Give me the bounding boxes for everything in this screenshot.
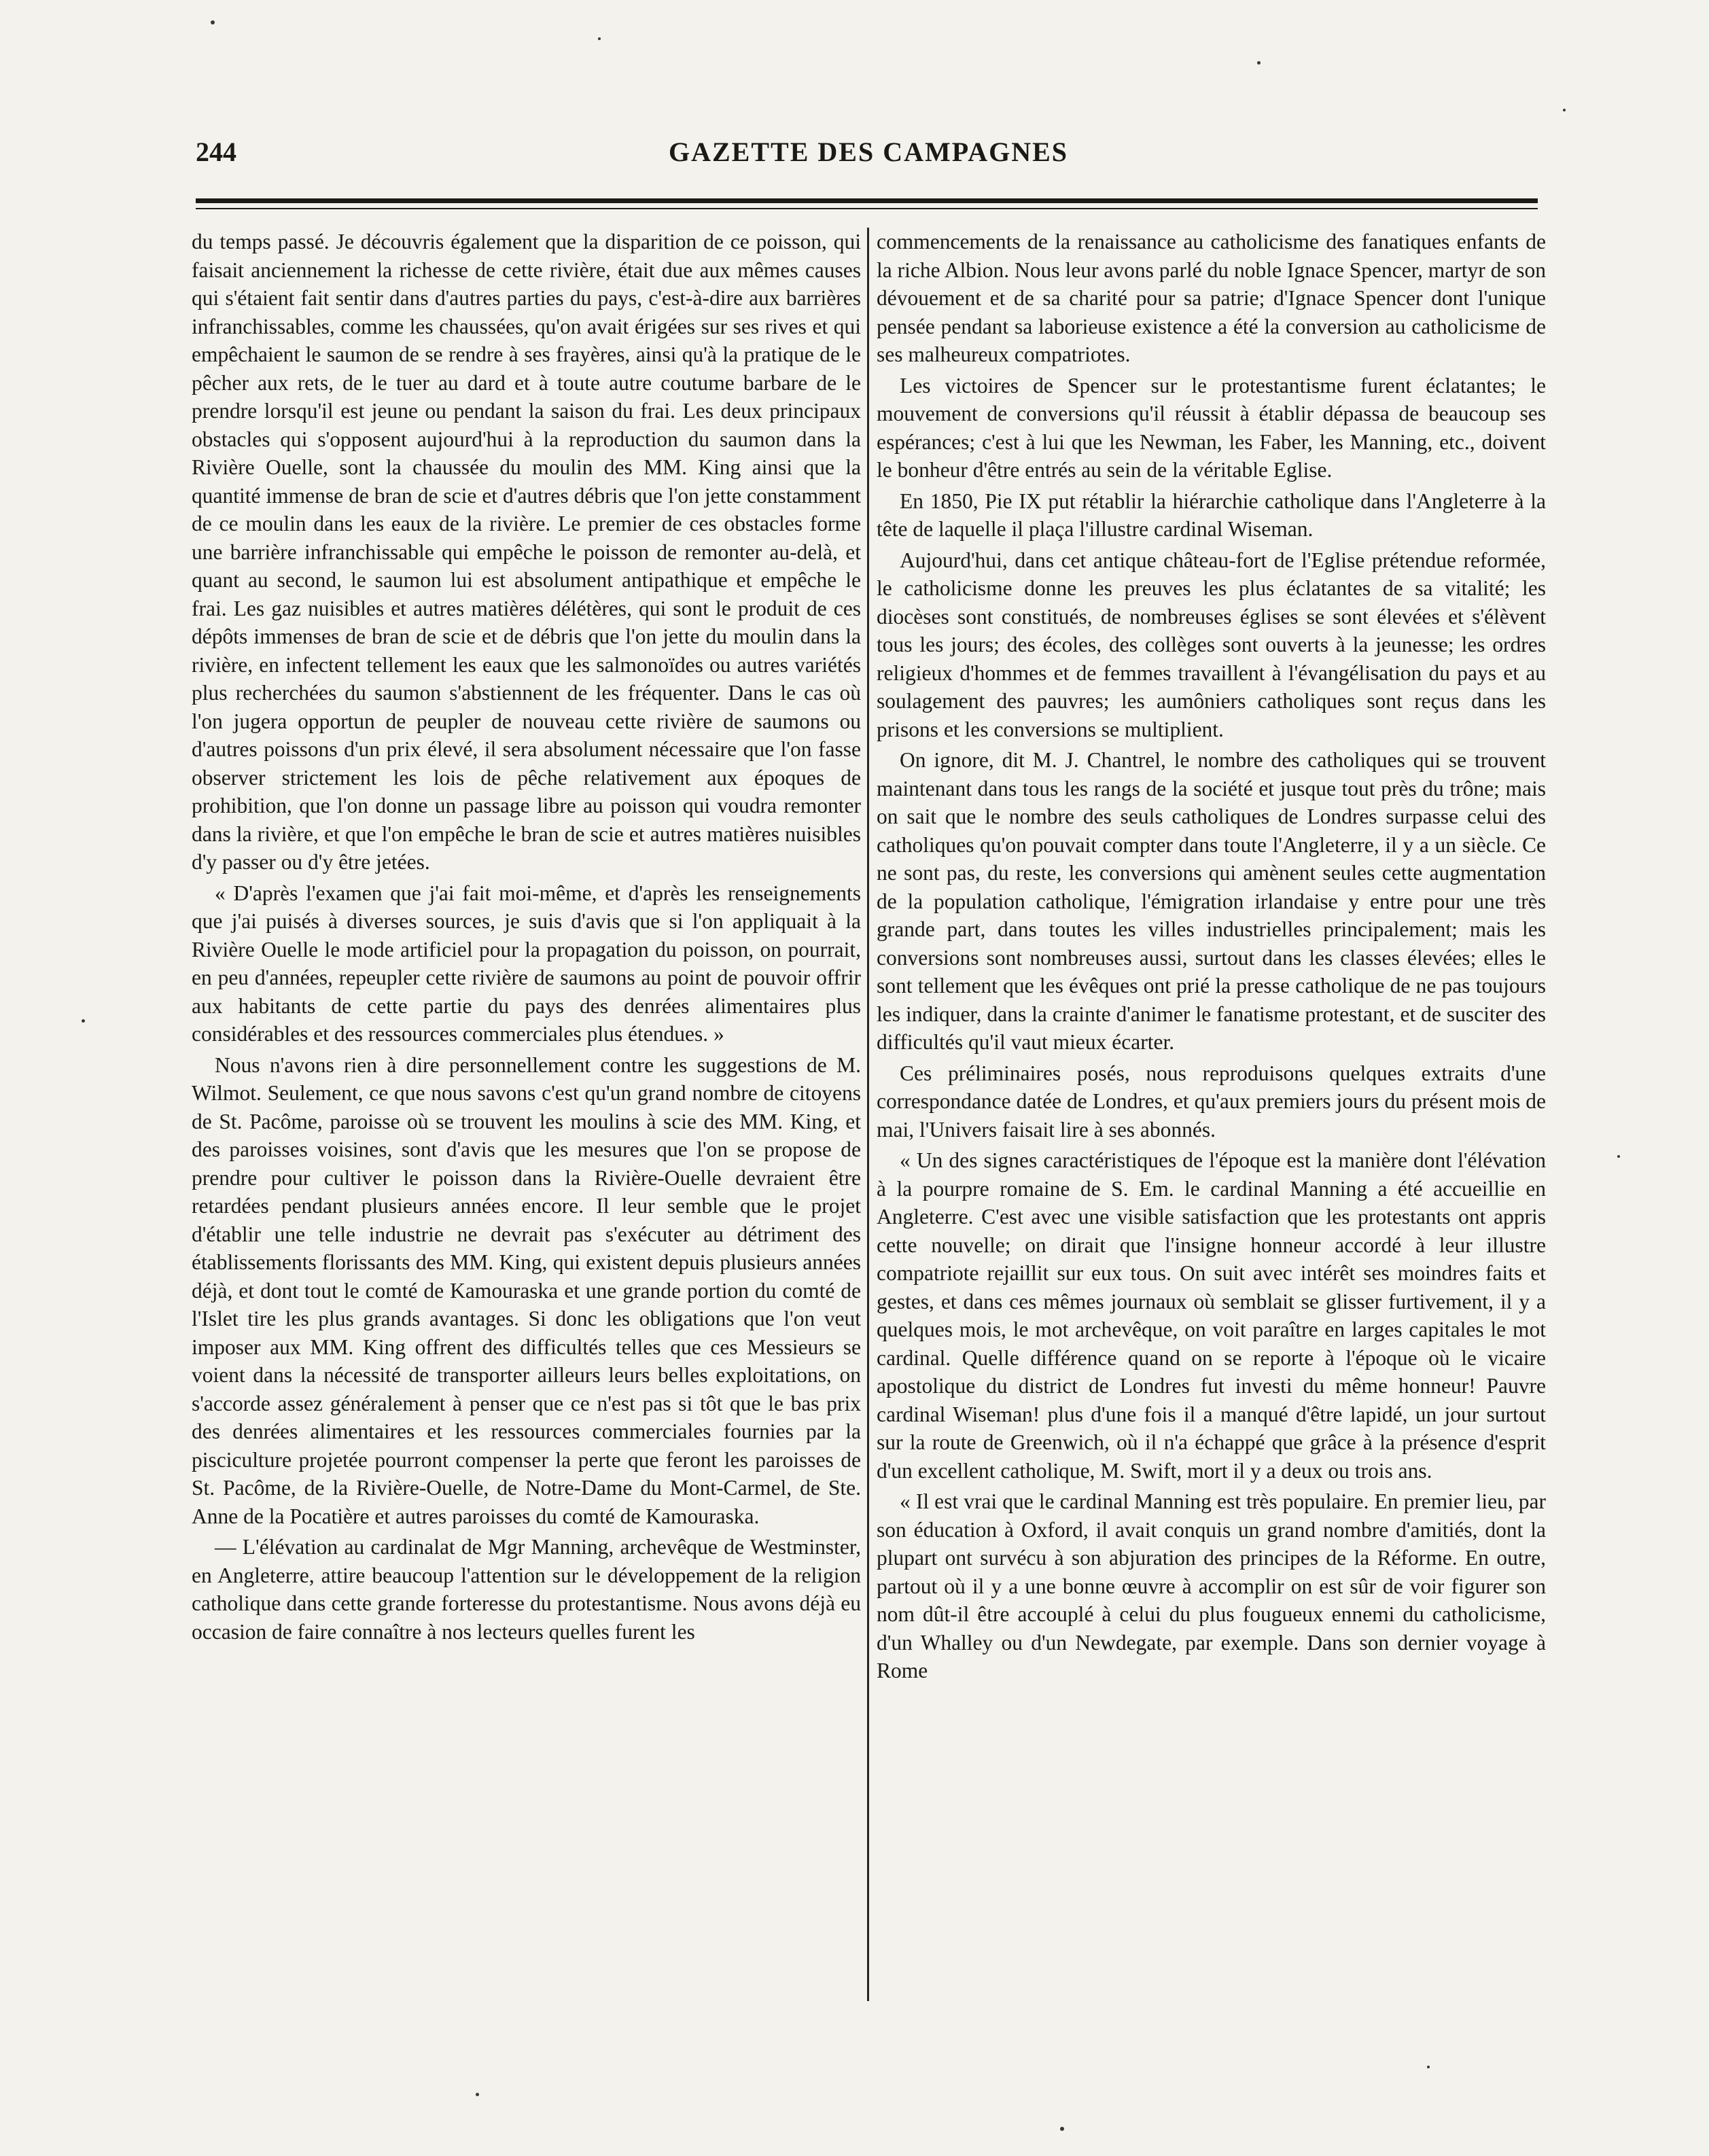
article-paragraph: Ces préliminaires posés, nous reproduisons quelques extraits d'une correspondance datée de Londres, et qu'aux premiers jours du présent mois de mai, l'Univers faisait lire à ses abonnés. — [877, 1061, 1546, 1142]
scan-speck — [598, 37, 601, 40]
scan-speck — [82, 1019, 85, 1023]
page-number: 244 — [196, 137, 236, 167]
article-paragraph: « D'après l'examen que j'ai fait moi-même, et d'après les renseignements que j'ai puisés à diverses sources, je suis d'avis que si l'on appliquait à la Rivière Ouelle le mode artificiel pour la propagation du poisson, on pourrait, en peu d'années, repeupler cette rivière de saumons au point de pouvoir offrir aux habitants de cette partie du pays des denrées alimentaires plus considérables et des ressources commerciales plus étendues. » — [192, 881, 861, 1046]
article-paragraph: On ignore, dit M. J. Chantrel, le nombre des catholiques qui se trouvent maintenant dans tous les rangs de la société et jusque tout près du trône; mais on sait que le nombre des seuls catholiques de Londres surpasse celui des catholiques qu'on pouvait compter dans toute l'Angleterre, il y a un siècle. Ce ne sont pas, du reste, les conversions qui amènent seules cette augmentation de la population catholique, l'émigration irlandaise y entre pour une très grande part, dans toutes les villes industrielles principalement; mais les conversions sont nombreuses aussi, surtout dans les classes élevées; elles le sont tellement que les évêques ont prié la presse catholique de ne pas toujours les indiquer, dans la crainte d'animer le fanatisme protestant, et de susciter des difficultés qu'il vaut mieux écarter. — [877, 748, 1546, 1054]
scan-speck — [1563, 109, 1566, 111]
header-rule-thin — [196, 208, 1538, 209]
article-paragraph: Nous n'avons rien à dire personnellement contre les suggestions de M. Wilmot. Seulement, ce que nous savons c'est qu'un grand nombre de citoyens de St. Pacôme, paroisse où se trouvent les moulins à scie des MM. King, et des paroisses voisines, sont d'avis que les mesures que l'on se propose de prendre pour cultiver le poisson dans la Rivière-Ouelle devraient être retardées pendant plusieurs années encore. Il leur semble que le projet d'établir une telle industrie ne devrait pas s'exécuter au détriment des établissements florissants des MM. King, qui existent depuis plusieurs années déjà, et dont tout le comté de Kamouraska et une grande portion du comté de l'Islet tire les plus grands avantages. Si donc les obligations que l'on veut imposer aux MM. King offrent des difficultés telles que ces Messieurs se voient dans la nécessité de transporter ailleurs leurs belles exploitations, on s'accorde assez généralement à penser que ce n'est pas si tôt que le bas prix des denrées alimentaires et les ressources commerciales fournies par la pisciculture projetée pourront compenser la perte que feront les paroisses de St. Pacôme, de la Rivière-Ouelle, de Notre-Dame du Mont-Carmel, de Ste. Anne de la Pocatière et autres paroisses du comté de Kamouraska. — [192, 1053, 861, 1528]
page-header — [196, 136, 1541, 177]
article-paragraph: du temps passé. Je découvris également que la disparition de ce poisson, qui faisait anciennement la richesse de cette rivière, était due aux mêmes causes qui s'étaient fait sentir dans d'autres parties du pays, c'est-à-dire aux barrières infranchissables, comme les chaussées, qu'on avait érigées sur ses rives et qui empêchaient le saumon de se rendre à ses frayères, ainsi qu'à la pratique de le pêcher aux rets, de le tuer au dard et à toute autre coutume barbare de le prendre lorsqu'il est jeune ou pendant la saison du frai. Les deux principaux obstacles qui s'opposent aujourd'hui à la reproduction du saumon dans la Rivière Ouelle, sont la chaussée du moulin des MM. King ainsi que la quantité immense de bran de scie et d'autres débris que l'on jette constamment de ce moulin dans les eaux de la rivière. Le premier de ces obstacles forme une barrière infranchissable qui empêche le poisson de remonter au-delà, et quant au second, le saumon lui est absolument antipathique et empêche le frai. Les gaz nuisibles et autres matières délétères, qui sont le produit de ces dépôts immenses de bran de scie et de débris que l'on jette du moulin dans la rivière, en infectent tellement les eaux que les salmonoïdes ou autres variétés plus recherchées du saumon s'abstiennent de les fréquenter. Dans le cas où l'on jugera opportun de peupler de nouveau cette rivière de saumons ou d'autres poissons d'un prix élevé, il sera absolument nécessaire que l'on fasse observer strictement les lois de pêche relativement aux époques de prohibition, que l'on donne un passage libre au poisson qui voudra remonter dans la rivière, et que l'on empêche le bran de scie et autres matières nuisibles d'y passer ou d'y être jetées. — [192, 230, 861, 874]
article-paragraph: Aujourd'hui, dans cet antique château-fort de l'Eglise prétendue reformée, le catholicisme donne les preuves les plus éclatantes de sa vitalité; les diocèses sont constitués, de nombreuses églises se sont élevées et s'élèvent tous les jours; des écoles, des collèges sont ouverts à la jeunesse; les ordres religieux d'hommes et de femmes travaillent à l'évangélisation du pays et au soulagement des pauvres; les aumôniers catholiques sont reçus dans les prisons et les conversions se multiplient. — [877, 548, 1546, 741]
column-divider — [867, 228, 869, 2001]
scan-speck — [1617, 1155, 1620, 1158]
article-paragraph: En 1850, Pie IX put rétablir la hiérarchie catholique dans l'Angleterre à la tête de laquelle il plaça l'illustre cardinal Wiseman. — [877, 489, 1546, 541]
right-column — [877, 228, 1546, 2028]
scan-speck — [1427, 2066, 1430, 2068]
article-paragraph: « Un des signes caractéristiques de l'époque est la manière dont l'élévation à la pourpre romaine de S. Em. le cardinal Manning a été accueillie en Angleterre. C'est avec une visible satisfaction que les protestants ont appris cette nouvelle; on dirait que l'insigne honneur accordé à leur illustre compatriote rejaillit sur eux tous. On suit avec intérêt ses moindres faits et gestes, et dans ces mêmes journaux où semblait se glisser furtivement, il y a quelques mois, le mot archevêque, on voit paraître en larges capitales le mot cardinal. Quelle différence quand on se reporte à l'époque où le vicaire apostolique du district de Londres fut investi du même honneur! Pauvre cardinal Wiseman! plus d'une fois il a manqué d'être lapidé, un jour surtout sur la route de Greenwich, où il n'a échappé que grâce à la présence d'esprit d'un excellent catholique, M. Swift, mort il y a deux ou trois ans. — [877, 1148, 1546, 1483]
scan-speck — [1257, 61, 1261, 65]
scan-speck — [211, 20, 215, 24]
left-column — [192, 228, 861, 2028]
scan-speck — [476, 2093, 479, 2096]
scan-speck — [1060, 2127, 1064, 2131]
running-title: GAZETTE DES CAMPAGNES — [668, 137, 1068, 167]
article-paragraph: Les victoires de Spencer sur le protestantisme furent éclatantes; le mouvement de conversions qu'il réussit à établir dépassa de beaucoup ses espérances; c'est à lui que les Newman, les Faber, les Manning, etc., doivent le bonheur d'être entrés au sein de la véritable Eglise. — [877, 373, 1546, 482]
header-rule-thick — [196, 198, 1538, 203]
article-paragraph: — L'élévation au cardinalat de Mgr Manning, archevêque de Westminster, en Angleterre, attire beaucoup l'attention sur le développement de la religion catholique dans cette grande forteresse du protestantisme. Nous avons déjà eu occasion de faire connaître à nos lecteurs quelles furent les — [192, 1535, 861, 1644]
article-paragraph: commencements de la renaissance au catholicisme des fanatiques enfants de la riche Albion. Nous leur avons parlé du noble Ignace Spencer, martyr de son dévouement et de sa charité pour sa patrie; d'Ignace Spencer dont l'unique pensée pendant sa laborieuse existence a été la conversion au catholicisme de ses malheureux compatriotes. — [877, 230, 1546, 366]
article-paragraph: « Il est vrai que le cardinal Manning est très populaire. En premier lieu, par son éducation à Oxford, il avait conquis un grand nombre d'amitiés, dont la plupart ont survécu à son abjuration des principes de la Réforme. En outre, partout où il y a une bonne œuvre à accomplir on est sûr de voir figurer son nom dût-il être accouplé à celui du plus fougueux ennemi du catholicisme, d'un Whalley ou d'un Newdegate, par exemple. Dans son dernier voyage à Rome — [877, 1489, 1546, 1682]
